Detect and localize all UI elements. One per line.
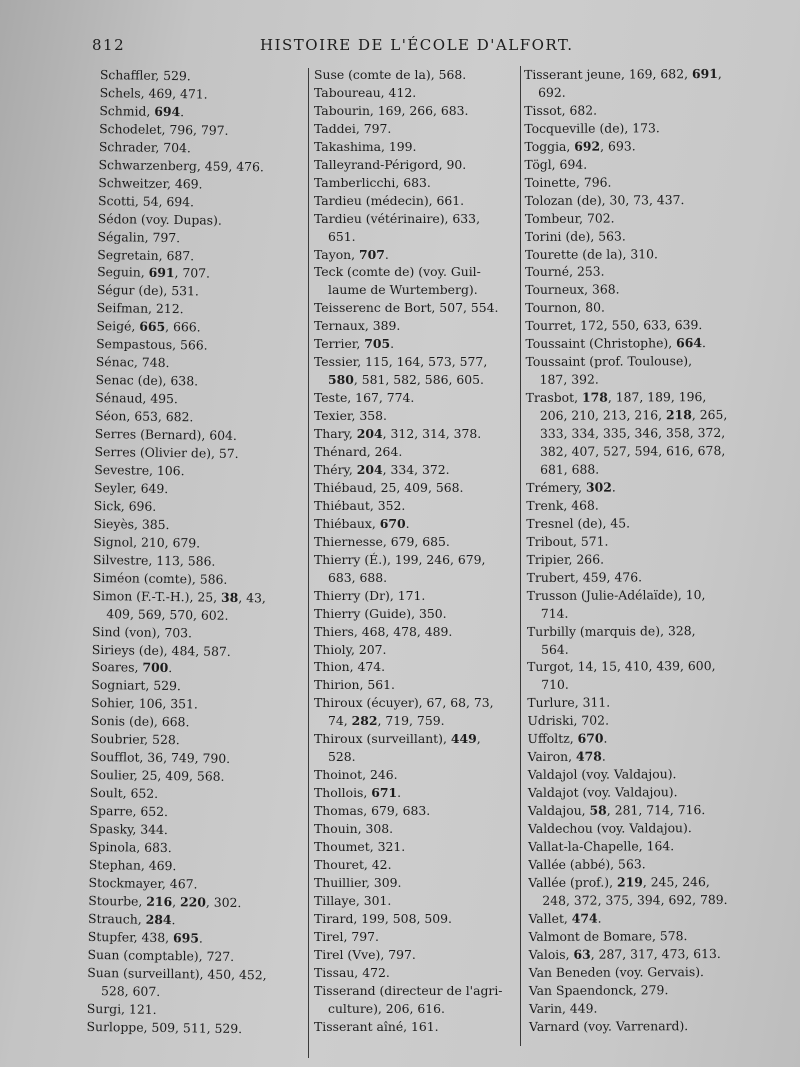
index-entry: Tocqueville (de), 173. <box>524 120 660 136</box>
index-entry: Trusson (Julie-Adélaïde), 10, 714. <box>526 586 706 621</box>
index-entry: Séon, 653, 682. <box>95 408 194 425</box>
index-entry: Simon (F.-T.-H.), 25, 38, 43, 409, 569, 570, 602. <box>92 587 266 623</box>
index-entry: Tirel (Vve), 797. <box>314 946 416 962</box>
index-entry: Thary, 204, 312, 314, 378. <box>314 426 482 442</box>
index-entry: Seifman, 212. <box>96 300 184 317</box>
index-column-1 <box>86 66 305 1038</box>
index-entry: Schodelet, 796, 797. <box>99 120 229 138</box>
index-entry: Turbilly (marquis de), 328, 564. <box>526 622 696 657</box>
index-entry: Trémery, 302. <box>526 479 616 495</box>
index-entry: Scotti, 54, 694. <box>98 192 195 209</box>
index-entry: Spinola, 683. <box>88 838 172 856</box>
index-entry: Trenk, 468. <box>526 497 599 513</box>
index-entry: Trasbot, 178, 187, 189, 196, 206, 210, 213, 216, 218, 265, 333, 334, 335, 346, 358, 372, 382, 407, 527, 594, 616, 678, 681, 688. <box>525 389 728 477</box>
index-entry: Suan (surveillant), 450, 452, 528, 607. <box>87 964 267 999</box>
index-entry: Tessier, 115, 164, 573, 577, 580, 581, 582, 586, 605. <box>314 354 488 388</box>
index-entry: Valdajot (voy. Valdajou). <box>527 784 678 801</box>
index-entry: Valmont de Bomare, 578. <box>528 927 688 944</box>
index-entry: Thioly, 207. <box>314 641 387 657</box>
index-entry: Tourneux, 368. <box>525 281 620 298</box>
index-entry: Torini (de), 563. <box>524 228 626 244</box>
index-column-3 <box>524 65 747 1036</box>
index-entry: Thiébaut, 352. <box>314 497 406 513</box>
index-entry: Thiers, 468, 478, 489. <box>314 623 453 639</box>
index-entry: Sieyès, 385. <box>93 515 170 532</box>
index-entry: Tolozan (de), 30, 73, 437. <box>524 191 685 208</box>
index-entry: Valois, 63, 287, 317, 473, 613. <box>528 945 721 962</box>
index-entry: Tisserant jeune, 169, 682, 691, 692. <box>524 65 722 100</box>
index-entry: Surloppe, 509, 511, 529. <box>86 1018 243 1036</box>
index-entry: Turlure, 311. <box>527 694 611 711</box>
index-entry: Stourbe, 216, 220, 302. <box>88 892 242 910</box>
index-entry: Tripier, 266. <box>526 551 605 567</box>
index-entry: Tardieu (médecin), 661. <box>314 192 465 208</box>
index-entry: Tissau, 472. <box>314 964 390 980</box>
index-entry: Sénaud, 495. <box>95 390 179 407</box>
index-entry: Stockmayer, 467. <box>88 874 198 892</box>
index-entry: Thoinot, 246. <box>314 767 398 783</box>
index-entry: Sparre, 652. <box>89 803 169 820</box>
index-entry: Surgi, 121. <box>86 1000 157 1017</box>
index-entry: Varin, 449. <box>528 1000 598 1016</box>
index-entry: Sevestre, 106. <box>94 461 185 479</box>
index-entry: Vallée (prof.), 219, 245, 246, 248, 372, 375, 394, 692, 789. <box>528 873 728 908</box>
index-entry: Tisserand (directeur de l'agri- culture), 206, 616. <box>314 982 503 1016</box>
index-entry: Schmid, 694. <box>99 102 185 120</box>
index-entry: Tourné, 253. <box>525 264 605 280</box>
index-entry: Sonis (de), 668. <box>90 713 190 730</box>
index-entry: Soubrier, 528. <box>90 731 180 748</box>
index-entry: Thierry (Guide), 350. <box>314 605 447 621</box>
index-entry: Sédon (voy. Dupas). <box>97 210 222 228</box>
index-entry: Stupfer, 438, 695. <box>87 928 204 946</box>
index-entry: Senac (de), 638. <box>95 372 199 389</box>
index-entry: Tresnel (de), 45. <box>526 515 631 531</box>
index-entry: Schweitzer, 469. <box>98 174 203 192</box>
index-entry: Taboureau, 412. <box>314 84 417 100</box>
index-entry: Tayon, 707. <box>314 246 389 262</box>
index-entry: Vallet, 474. <box>528 910 602 926</box>
index-entry: Thénard, 264. <box>314 444 403 460</box>
index-entry: Thiébaux, 670. <box>314 515 410 531</box>
index-entry: Soares, 700. <box>91 659 173 676</box>
index-entry: Thoumet, 321. <box>314 838 406 854</box>
index-entry: Ternaux, 389. <box>314 318 401 334</box>
index-entry: Trubert, 459, 476. <box>526 569 643 585</box>
page-number: 812 <box>92 36 126 54</box>
column-divider-1 <box>308 68 309 1058</box>
index-entry: Thouret, 42. <box>314 856 392 872</box>
index-entry: Udriski, 702. <box>527 712 610 729</box>
index-entry: Serres (Bernard), 604. <box>94 426 237 444</box>
index-entry: Sohier, 106, 351. <box>91 695 198 712</box>
index-entry: Suan (comptable), 727. <box>87 946 235 964</box>
index-entry: Thirion, 561. <box>314 677 395 693</box>
index-entry: Tribout, 571. <box>526 533 609 549</box>
index-entry: Vallée (abbé), 563. <box>528 856 646 872</box>
index-entry: Sind (von), 703. <box>92 623 193 640</box>
index-entry: Van Spaendonck, 279. <box>528 981 669 998</box>
index-entry: Toussaint (Christophe), 664. <box>525 335 706 352</box>
index-entry: Thion, 474. <box>314 659 386 675</box>
index-entry: Seguin, 691, 707. <box>97 264 211 282</box>
index-entry: Soulier, 25, 409, 568. <box>90 767 225 784</box>
index-entry: Tögl, 694. <box>524 156 588 172</box>
column-divider-2 <box>520 66 521 1046</box>
index-entry: Vairon, 478. <box>527 748 606 765</box>
index-column-2 <box>314 66 520 1035</box>
index-entry: Tabourin, 169, 266, 683. <box>314 102 469 118</box>
index-entry: Tournon, 80. <box>525 299 605 316</box>
index-entry: Stephan, 469. <box>88 856 177 874</box>
index-entry: Schels, 469, 471. <box>99 84 208 102</box>
index-entry: Schaffler, 529. <box>99 66 191 84</box>
index-entry: Théry, 204, 334, 372. <box>314 461 450 477</box>
index-entry: Talleyrand-Périgord, 90. <box>314 156 467 172</box>
index-entry: Thouin, 308. <box>314 821 394 837</box>
index-entry: Van Beneden (voy. Gervais). <box>528 963 705 980</box>
index-entry: Thiébaud, 25, 409, 568. <box>314 479 464 495</box>
index-entry: Tourret, 172, 550, 633, 639. <box>525 317 703 334</box>
index-entry: Tissot, 682. <box>524 102 598 118</box>
index-entry: Uffoltz, 670. <box>527 730 608 747</box>
index-entry: Ségur (de), 531. <box>96 282 199 299</box>
index-entry: Tisserant aîné, 161. <box>314 1018 439 1034</box>
index-entry: Thomas, 679, 683. <box>314 803 431 819</box>
index-entry: Tardieu (vétérinaire), 633, 651. <box>314 210 481 244</box>
running-title: HISTOIRE DE L'ÉCOLE D'ALFORT. <box>260 36 574 54</box>
index-entry: Thollois, 671. <box>314 785 402 801</box>
index-entry: Ségalin, 797. <box>97 228 181 245</box>
index-entry: Tombeur, 702. <box>524 210 615 226</box>
index-entry: Suse (comte de la), 568. <box>314 67 467 82</box>
index-entry: Thiroux (écuyer), 67, 68, 73, 74, 282, 719, 759. <box>314 695 494 729</box>
index-entry: Terrier, 705. <box>314 336 395 352</box>
index-entry: Siméon (comte), 586. <box>92 569 228 587</box>
index-entry: Toinette, 796. <box>524 174 612 190</box>
index-entry: Thuillier, 309. <box>314 874 402 890</box>
index-entry: Teste, 167, 774. <box>314 390 415 406</box>
index-entry: Seigé, 665, 666. <box>96 318 201 335</box>
index-entry: Tirel, 797. <box>314 928 379 944</box>
index-entry: Serres (Olivier de), 57. <box>94 443 239 461</box>
index-entry: Teisserenc de Bort, 507, 554. <box>314 300 499 316</box>
index-entry: Tourette (de la), 310. <box>524 245 658 262</box>
index-entry: Vallat-la-Chapelle, 164. <box>528 838 675 854</box>
index-entry: Sénac, 748. <box>95 354 170 371</box>
index-entry: Thiroux (surveillant), 449, 528. <box>314 731 481 765</box>
index-entry: Toussaint (prof. Toulouse), 187, 392. <box>525 353 693 388</box>
index-entry: Valdechou (voy. Valdajou). <box>527 820 692 837</box>
index-entry: Signol, 210, 679. <box>93 533 201 551</box>
index-entry: Sogniart, 529. <box>91 677 182 694</box>
index-entry: Seyler, 649. <box>94 479 169 496</box>
index-entry: Thierry (É.), 199, 246, 679, 683, 688. <box>314 551 486 585</box>
index-entry: Valdajol (voy. Valdajou). <box>527 766 677 783</box>
index-entry: Segretain, 687. <box>97 246 195 263</box>
index-entry: Turgot, 14, 15, 410, 439, 600, 710. <box>527 658 716 693</box>
index-entry: Schwarzenberg, 459, 476. <box>98 156 264 175</box>
index-entry: Spasky, 344. <box>89 820 168 838</box>
index-entry: Soult, 652. <box>89 785 159 802</box>
index-entry: Thiernesse, 679, 685. <box>314 533 450 549</box>
index-entry: Tirard, 199, 508, 509. <box>314 910 452 926</box>
index-entry: Soufflot, 36, 749, 790. <box>90 749 231 767</box>
index-entry: Varnard (voy. Varrenard). <box>528 1017 689 1034</box>
index-entry: Silvestre, 113, 586. <box>93 551 216 569</box>
page-header <box>92 36 752 58</box>
index-entry: Toggia, 692, 693. <box>524 138 636 154</box>
index-entry: Strauch, 284. <box>87 910 176 927</box>
index-entry: Valdajou, 58, 281, 714, 716. <box>527 802 706 819</box>
index-entry: Taddei, 797. <box>314 120 392 136</box>
index-entry: Tamberlicchi, 683. <box>314 174 431 190</box>
index-entry: Thierry (Dr), 171. <box>314 587 426 603</box>
index-entry: Sick, 696. <box>93 497 157 514</box>
index-entry: Schrader, 704. <box>98 138 191 156</box>
index-entry: Tillaye, 301. <box>314 892 392 908</box>
index-entry: Texier, 358. <box>314 408 387 424</box>
index-entry: Takashima, 199. <box>314 138 417 154</box>
index-entry: Sempastous, 566. <box>96 336 208 353</box>
index-entry: Teck (comte de) (voy. Guil- laume de Wurtemberg). <box>314 264 481 298</box>
index-entry: Sirieys (de), 484, 587. <box>91 641 231 659</box>
